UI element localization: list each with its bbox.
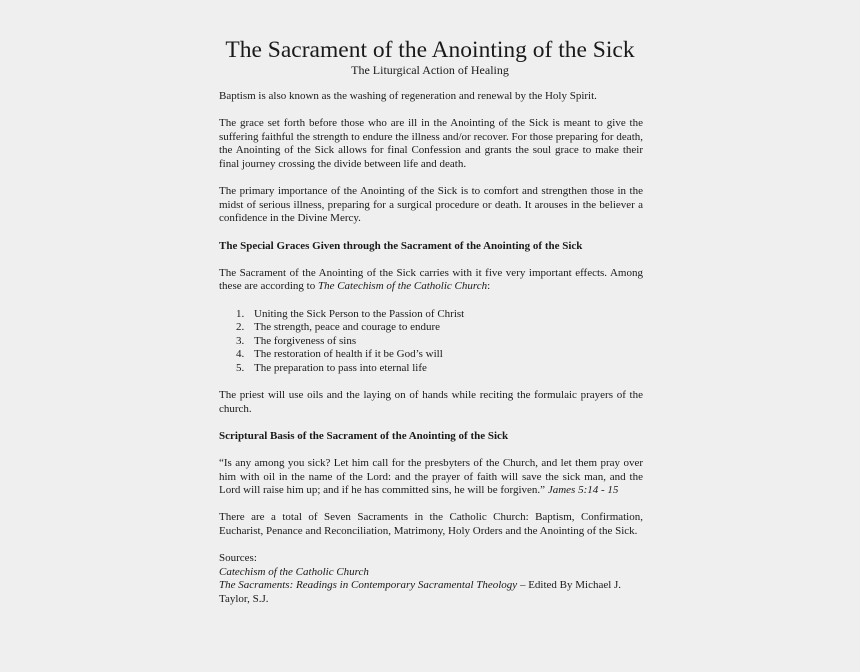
list-item-number: 2.: [236, 321, 245, 334]
paragraph-effects-intro: [219, 267, 643, 294]
paragraph-importance: The primary importance of the Anointing of the Sick is to comfort and strengthen those in the midst of serious illness, preparing for a surgical procedure or death. It arouses in the believer a confidence in the Divine Mercy.: [219, 185, 643, 225]
effects-intro-end: :: [487, 280, 491, 293]
list-item-text: The preparation to pass into eternal life: [254, 361, 427, 374]
source-1-title: Catechism of the Catholic Church: [219, 565, 369, 578]
heading-special-graces: The Special Graces Given through the Sacrament of the Anointing of the Sick: [219, 239, 583, 252]
source-2-editor: – Edited By Michael J. Taylor, S.J.: [219, 579, 622, 605]
scripture-reference: James 5:14 - 15: [547, 484, 619, 497]
effects-intro-text: The Sacrament of the Anointing of the Sick carries with it five very important effects. Among these are according to: [219, 266, 643, 293]
paragraph-oils: The priest will use oils and the laying on of hands while reciting the formulaic prayers of the church.: [219, 389, 643, 415]
effects-source-title: The Catechism of the Catholic Church: [317, 280, 488, 293]
document-subtitle: The Liturgical Action of Healing: [351, 63, 509, 77]
list-item: [219, 308, 643, 322]
list-item-text: The forgiveness of sins: [254, 334, 357, 347]
list-item: [219, 321, 643, 335]
list-item-number: 5.: [236, 361, 245, 374]
list-item-number: 3.: [236, 334, 245, 347]
source-item: [219, 579, 643, 606]
list-item: [219, 348, 643, 362]
list-item: [219, 362, 643, 376]
paragraph-scripture-quote: [219, 457, 643, 498]
list-item-number: 4.: [236, 348, 245, 361]
list-item-text: The strength, peace and courage to endure: [254, 321, 440, 334]
list-item-text: The restoration of health if it be God’s will: [254, 348, 443, 361]
paragraph-seven-sacraments: There are a total of Seven Sacraments in the Catholic Church: Baptism, Confirmation, Eucharist, Penance and Reconciliation, Matrimony, Holy Orders and the Anointing of the Sick.: [219, 511, 643, 537]
list-item-number: 1.: [236, 307, 245, 320]
effects-list: [219, 308, 643, 376]
sources-section: [219, 552, 643, 606]
source-item: [219, 566, 643, 580]
sources-label: Sources:: [219, 552, 257, 565]
paragraph-baptism: Baptism is also known as the washing of regeneration and renewal by the Holy Spirit.: [219, 90, 597, 102]
source-2-title: The Sacraments: Readings in Contemporary Sacramental Theology: [219, 579, 518, 592]
document-body: [219, 90, 643, 607]
paragraph-grace: The grace set forth before those who are ill in the Anointing of the Sick is meant to give the suffering faithful the strength to endure the illness and/or recover. For those preparing for death, the Anointing of the Sick allows for final Confession and grants the soul grace to make their final journey crossing the divide between life and death.: [219, 117, 643, 170]
scripture-quote-text: “Is any among you sick? Let him call for the presbyters of the Church, and let them pray over him with oil in the name of the Lord: and the prayer of faith will save the sick man, and the Lord will raise him up; and if he has committed sins, he will be forgiven.”: [219, 457, 643, 497]
heading-scriptural-basis: Scriptural Basis of the Sacrament of the Anointing of the Sick: [219, 429, 509, 442]
list-item: [219, 335, 643, 349]
list-item-text: Uniting the Sick Person to the Passion of Christ: [254, 307, 465, 320]
document-title: The Sacrament of the Anointing of the Sick: [225, 37, 635, 63]
